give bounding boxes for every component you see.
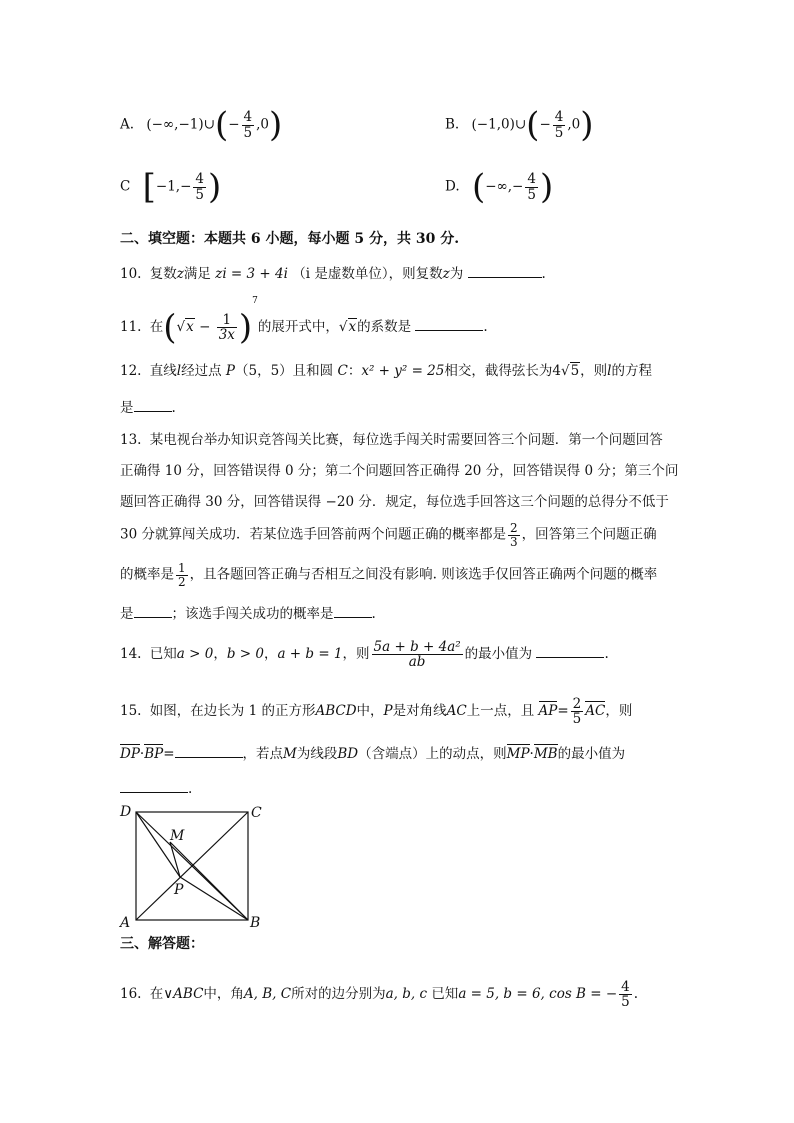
fraction-four-fifths: $\frac{4}{5}$ (243, 109, 253, 141)
fraction-four-fifths: $\frac{4}{5}$ (621, 979, 630, 1011)
circle-equation: x² + y² = 25 (361, 363, 445, 379)
left-paren: ( (471, 167, 486, 207)
label-b: B (250, 915, 261, 931)
label-a: A (120, 915, 131, 931)
question-12: 12. 直线l经过点 P（5，5）且和圆 C：x² + y² = 25相交，截得弦长为4√5，则l的方程 (120, 363, 652, 379)
vector-mp: MP (506, 746, 530, 762)
question-13-line2: 正确得 10 分，回答错误得 0 分；第二个问题回答正确得 20 分，回答错误得 0 分；第三个问 (120, 463, 679, 479)
answer-blank[interactable] (415, 318, 483, 331)
fraction-two-fifths: $\frac{2}{5}$ (572, 696, 582, 728)
vector-mb: MB (533, 746, 558, 762)
choice-d-head: −∞,− (485, 178, 524, 195)
fraction-four-fifths: $\frac{4}{5}$ (195, 171, 205, 203)
vector-bp: BP (144, 746, 164, 762)
question-13-line6: 是 ；该选手闯关成功的概率是 . (120, 606, 376, 622)
left-paren: ( (163, 307, 177, 348)
vector-ac: AC (585, 703, 606, 720)
answer-blank-2[interactable] (120, 780, 188, 793)
left-paren: ( (526, 105, 540, 145)
right-paren: ) (580, 105, 594, 145)
interval-tail: ,0 (256, 116, 270, 133)
question-14: 14. 已知a > 0，b > 0，a + b = 1，则 $\frac{\text{5a + b + 4a²}}{ab}$ 的最小值为 . (120, 639, 609, 671)
label-d: D (120, 804, 132, 820)
segment-mb (170, 842, 248, 920)
answer-blank-1[interactable] (134, 605, 172, 618)
answer-blank[interactable] (536, 645, 604, 658)
fraction-one-half: $\frac{1}{2}$ (178, 561, 186, 589)
question-15-line2: DP·BP= ，若点M为线段BD（含端点）上的动点，则MP·MB的最小值为 (120, 746, 626, 762)
question-10: 10. 复数z满足 zi = 3 + 4i （i 是虚数单位），则复数z为 . (120, 266, 546, 282)
right-paren: ) (269, 105, 283, 145)
choice-c-head: −1,− (155, 178, 192, 195)
fraction-1-over-3x: $\frac{1}{3x}$ (218, 311, 235, 343)
fraction-expression: $\frac{\text{5a + b + 4a²}}{ab}$ (373, 639, 461, 671)
union-symbol: ∪ (514, 116, 527, 133)
square-figure (118, 800, 268, 932)
choice-d-label: D. (445, 178, 460, 195)
question-13-line3: 题回答正确得 30 分，回答错误得 −20 分．规定，每位选手回答这三个问题的总得分不低于 (120, 494, 669, 510)
right-paren: ) (238, 307, 253, 348)
question-13-line5: 的概率是 $\frac{1}{2}$ ，且各题回答正确与否相互之间没有影响. 则该选手仅回答正确两个问题的概率 (120, 561, 658, 589)
answer-blank-1[interactable] (175, 745, 243, 758)
question-12-line2: 是 . (120, 400, 176, 416)
minus-sign: − (228, 116, 240, 133)
question-16: 16. 在∨ABC中，角A, B, C所对的边分别为a, b, c 已知a = 5, b = 6, cos B = − $\frac{4}{5}$ . (120, 979, 639, 1011)
fraction-four-fifths: $\frac{4}{5}$ (554, 109, 564, 141)
question-13-line1: 13. 某电视台举办知识竞答闯关比赛，每位选手闯关时需要回答三个问题．第一个问题回答 (120, 432, 663, 448)
equation: zi = 3 + 4i (215, 266, 288, 282)
choice-a-interval1: −∞,−1 (151, 116, 199, 133)
choice-c[interactable] (120, 167, 222, 207)
section2-heading: 二、填空题：本题共 6 小题，每小题 5 分，共 30 分. (120, 231, 460, 247)
question-15-line3: . (120, 780, 192, 797)
minus-sign: − (539, 116, 551, 133)
left-paren: ( (214, 105, 229, 145)
interval-tail: ,0 (567, 116, 581, 133)
right-paren: ) (539, 167, 554, 207)
choice-a-label: A. (120, 116, 135, 133)
choice-b-interval1: −1,0 (476, 116, 510, 133)
label-m: M (170, 828, 185, 844)
label-c: C (251, 805, 262, 821)
choice-d[interactable] (445, 167, 554, 207)
union-symbol: ∪ (203, 116, 215, 133)
segment-bp (180, 877, 248, 920)
segment-dp (136, 812, 180, 877)
question-15-line1: 15. 如图，在边长为 1 的正方形ABCD中，P是对角线AC上一点，且 AP= $\frac{2}{5}$ AC，则 (120, 696, 633, 728)
fraction-two-thirds: $\frac{2}{3}$ (509, 521, 518, 549)
fraction-four-fifths: $\frac{4}{5}$ (527, 171, 536, 203)
answer-blank[interactable] (468, 265, 542, 278)
answer-blank[interactable] (134, 399, 172, 412)
choice-b[interactable]: B. (−1,0)∪(− $\frac{4}{5}$ ,0) (445, 105, 594, 145)
vector-dp: DP (120, 746, 140, 762)
choice-b-label: B. (445, 116, 460, 133)
section3-heading: 三、解答题： (120, 936, 204, 952)
choice-a[interactable]: A. (−∞,−1)∪(− $\frac{4}{5}$ ,0) (120, 105, 283, 145)
question-13-line4: 30 分就算闯关成功．若某位选手回答前两个问题正确的概率都是 $\frac{2}{3}$ ，回答第三个问题正确 (120, 521, 657, 549)
answer-blank-2[interactable] (334, 605, 372, 618)
choice-c-label: C (120, 178, 131, 195)
vector-ap: AP (538, 703, 558, 720)
right-paren: ) (208, 167, 222, 207)
label-p: P (174, 882, 184, 898)
left-bracket: [ (142, 167, 156, 207)
question-11: 11. 在(√x − $\frac{1}{3x}$ )$^7$的展开式中，√x的系数是 . (120, 296, 488, 348)
